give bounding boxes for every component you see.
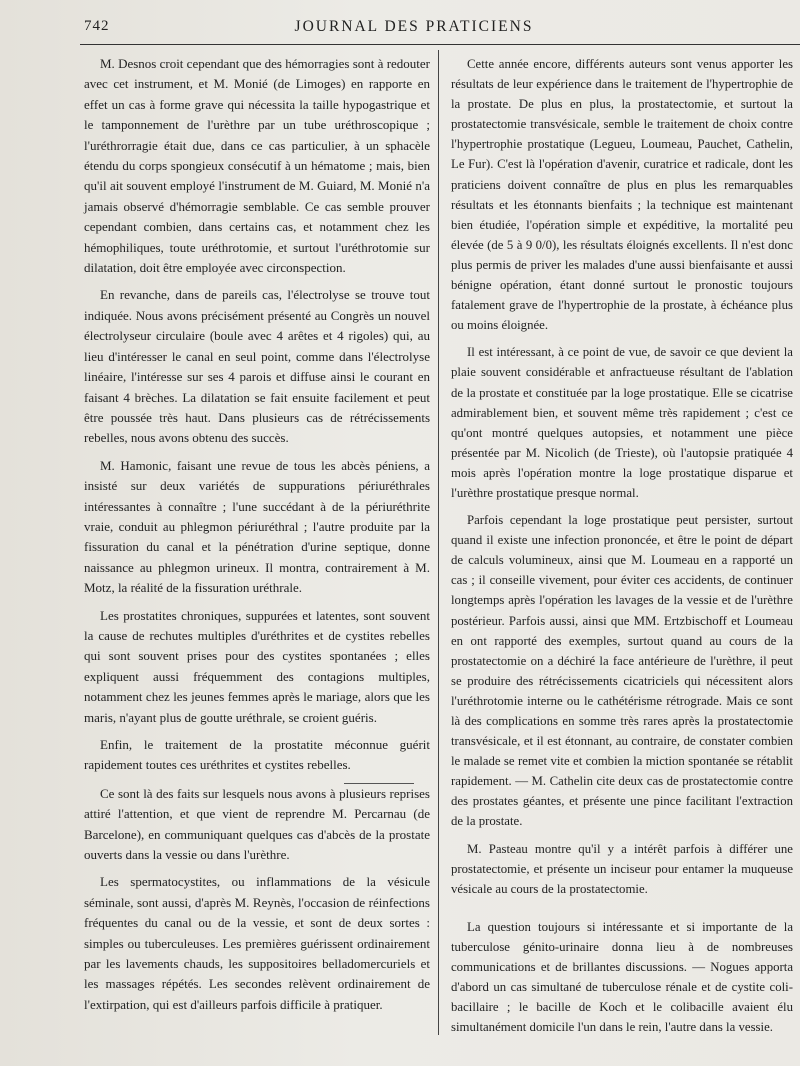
left-column xyxy=(84,54,430,1022)
paragraph: Ce sont là des faits sur lesquels nous avons à plusieurs reprises attiré l'attention, et que vient de reprendre M. Percarnau (de Barcelone), en communiquant quelques cas d'abcès de la prostate ouverts dans la vessie ou dans l'urèthre. xyxy=(84,785,430,863)
right-column xyxy=(451,54,793,1044)
column-divider xyxy=(438,50,439,1035)
page-number: 742 xyxy=(84,18,110,34)
paragraph: Il est intéressant, à ce point de vue, de savoir ce que devient la plaie souvent considérable et anfractueuse résultant de l'ablation de la prostate et constituée par la loge prostatique. Elle se cicatrise admirablement bien, et souvent même très rapidement ; c'est ce qu'ont montré quelques autopsies, et notamment une pièce présentée par M. Nicolich (de Trieste), où l'autopsie pratiquée 4 mois après l'opération montre la loge prostatique disparue et l'urèthre prostatique presque normal. xyxy=(451,345,793,500)
paragraph: En revanche, dans de pareils cas, l'électrolyse se trouve tout indiquée. Nous avons précisément présenté au Congrès un nouvel électrolyseur circulaire (boule avec 4 arêtes et 4 rigoles) qui, au lieu d'intéresser le canal en seul point, comme dans l'électrolyse linéaire, l'intéresse sur ses 4 parois et diffuse ainsi le courant en faisant 4 brèches. La dilatation se fait ensuite facilement et peut être poussée très haut. Dans plusieurs cas de rétrécissements rebelles, nous avons obtenu des succès. xyxy=(84,287,430,446)
paragraph: Enfin, le traitement de la prostatite méconnue guérit rapidement toutes ces uréthrites et cystites rebelles. xyxy=(84,737,430,773)
header-rule xyxy=(80,44,800,45)
paragraph: Les spermatocystites, ou inflammations de la vésicule séminale, sont aussi, d'après M. Reynès, l'occasion de réinfections fréquentes du canal ou de la vessie, et sont de deux sortes : simples ou tuberculeuses. Les premières guérissent ordinairement par les lavements chauds, les suppositoires belladomercuriels et les massages répétés. Les secondes relèvent ordinairement de l'extirpation, qui est d'ailleurs parfois difficile à pratiquer. xyxy=(84,874,430,1012)
paragraph: M. Desnos croit cependant que des hémorragies sont à redouter avec cet instrument, et M. Monié (de Limoges) en rapporte en effet un cas à forme grave qui nécessita la taille hypogastrique et le tamponnement de l'urèthre par un tube uréthroscopique ; l'uréthrorragie était due, dans ce cas particulier, à un sphacèle étendu du corps spongieux consécutif à un hématome ; mais, bien qu'il ait souvent employé l'instrument de M. Guiard, M. Monié n'a jamais observé d'hémorragie semblable. Ce cas semble prouver cependant combien, dans certains cas, et notamment chez les hémophiliques, toute uréthrotomie, et surtout l'uréthrotomie sur dilatation, doit être employée avec circonspection. xyxy=(84,56,430,276)
paragraph: Cette année encore, différents auteurs sont venus apporter les résultats de leur expérience dans le traitement de l'hypertrophie de la prostate. De plus en plus, la prostatectomie, et surtout la prostatectomie transvésicale, semble le traitement de choix contre l'hypertrophie prostatique (Legueu, Loumeau, Pauchet, Cathelin, Le Fur). C'est là l'opération d'avenir, curatrice et radicale, dont les praticiens doivent connaître de plus en plus les remarquables résultats et les étonnants bienfaits ; la technique est maintenant bien étudiée, l'opération simple et expéditive, la mortalité peu élevée (de 5 à 9 0/0), les résultats éloignés excellents. Il n'est donc plus permis de priver les malades d'une aussi bienfaisante et aussi bénigne opération, étant donné surtout le pronostic toujours fatalement grave de l'hypertrophie de la prostate, à échéance plus ou moins éloignée. xyxy=(451,57,793,333)
paragraph: Les prostatites chroniques, suppurées et latentes, sont souvent la cause de rechutes multiples d'uréthrites et de cystites rebelles qui sont souvent prises pour des cystites spontanées ; elles expliquent aussi fréquemment des contagions multiples, notamment chez les jeunes femmes après le mariage, alors que les maris, n'ayant plus de goutte uréthrale, se croient guéris. xyxy=(84,607,430,725)
journal-title: JOURNAL DES PRATICIENS xyxy=(294,18,534,35)
paragraph: Parfois cependant la loge prostatique peut persister, surtout quand il existe une infection prononcée, et être le point de départ de calculs volumineux, ainsi que M. Loumeau en a rapporté un cas ; il conseille vivement, pour éviter ces accidents, de continuer longtemps après l'opération les lavages de la vessie et de l'urèthre postérieur. Parfois aussi, ainsi que MM. Ertzbischoff et Loumeau en ont rapporté des exemples, surtout quand au cours de la prostatectomie on a déchiré la face antérieure de l'urèthre, il peut se produire des rétrécissements cicatriciels qui nécessitent alors l'uréthrotomie interne ou le cathétérisme rétrograde. Mais ce sont là des complications en somme très rares après la prostatectomie transvésicale, et il est étonnant, au contraire, de constater combien le malade se remet vite et combien la miction spontanée se rétablit rapidement. — M. Cathelin cite deux cas de prostatectomie contre des prostates géantes, et présente une pince facilitant l'extraction de la prostate. xyxy=(451,513,793,829)
running-header xyxy=(84,14,744,40)
paragraph: M. Hamonic, faisant une revue de tous les abcès péniens, a insisté sur deux variétés de suppurations périuréthrales intéressantes à connaître ; l'une succédant à de la périuréthrite vraie, conduit au phlegmon périuréthral ; l'autre produite par la fissuration du canal et la pénétration d'urine septique, donne naissance au phlegmon urineux. Il montra, contrairement à M. Motz, la réalité de la fissuration uréthrale. xyxy=(84,457,430,596)
paragraph: M. Pasteau montre qu'il y a intérêt parfois à différer une prostatectomie, et présente un inciseur pour entamer la muqueuse vésicale au cours de la prostatectomie. xyxy=(451,841,793,896)
paragraph: La question toujours si intéressante et si importante de la tuberculose génito-urinaire donna lieu à de nombreuses communications et de brillantes discussions. — Nogues apporta d'abord un cas simultané de tuberculose rénale et de cystite coli-bacillaire ; le bacille de Koch et le colibacille avaient élu simultanément domicile l'un dans le rein, l'autre dans la vessie. xyxy=(451,919,793,1035)
